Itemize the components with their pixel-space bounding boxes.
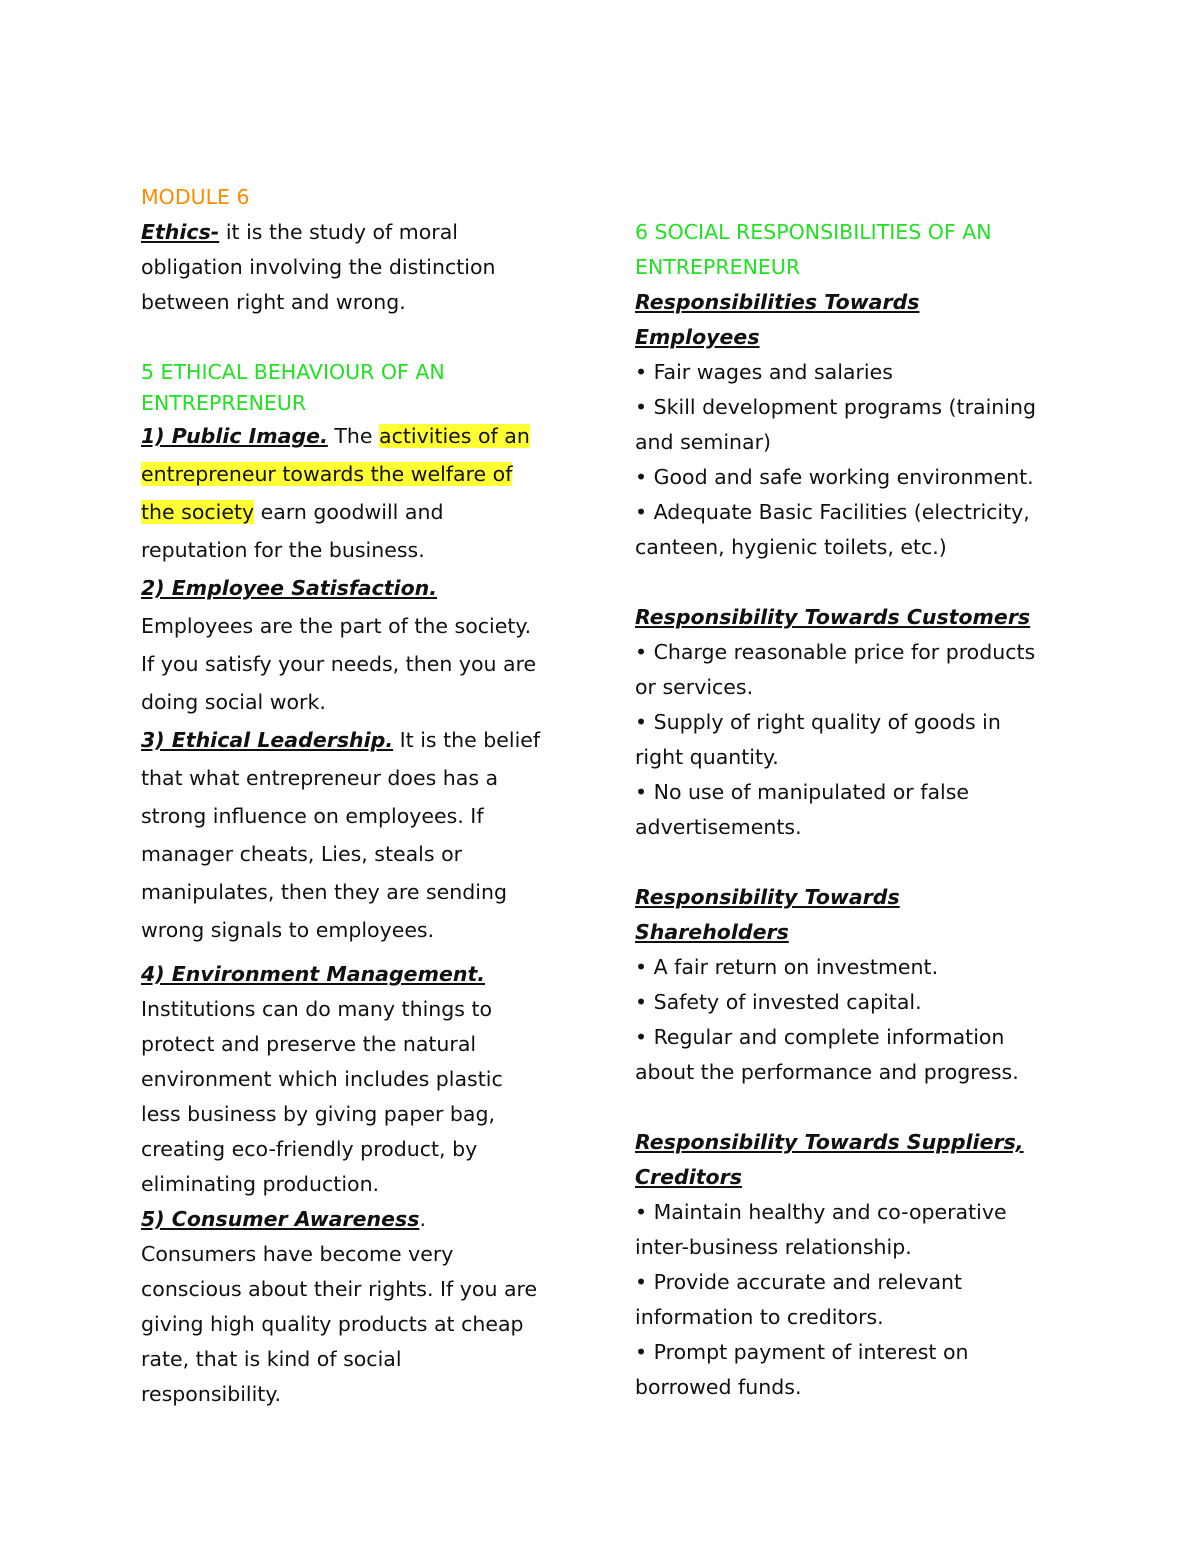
customers-bullet-cont: or services. (635, 675, 754, 699)
ethical-behaviour-heading: 5 ETHICAL BEHAVIOUR OF AN (141, 360, 445, 384)
ethics-def-text: it is the study of moral (219, 220, 458, 244)
item1-highlight: entrepreneur towards the welfare of (141, 462, 513, 486)
item4-line: less business by giving paper bag, (141, 1102, 496, 1126)
item5-line: responsibility. (141, 1382, 282, 1406)
employees-title: Responsibilities Towards (635, 290, 920, 314)
shareholders-title: Responsibility Towards (635, 885, 900, 909)
employees-bullet: • Adequate Basic Facilities (electricity, (635, 500, 1030, 524)
item4-line: Institutions can do many things to (141, 997, 493, 1021)
item5-title: 5) Consumer Awareness (141, 1207, 420, 1231)
item4-line: eliminating production. (141, 1172, 380, 1196)
item5-title-line (141, 1202, 581, 1237)
shareholders-bullet: • Safety of invested capital. (635, 990, 922, 1014)
item2-title-line (141, 569, 581, 607)
customers-title-line (635, 600, 1075, 635)
item2-line: doing social work. (141, 690, 326, 714)
item2-title: 2) Employee Satisfaction. (141, 576, 438, 600)
ethics-definition (141, 215, 581, 250)
left-column (141, 180, 581, 1412)
customers-bullet: • No use of manipulated or false (635, 780, 969, 804)
item3-line (141, 721, 581, 759)
suppliers-bullet: • Maintain healthy and co-operative (635, 1200, 1007, 1224)
item4-title: 4) Environment Management. (141, 962, 486, 986)
suppliers-bullet: • Provide accurate and relevant (635, 1270, 963, 1294)
item1-text: The (327, 424, 380, 448)
item3-title: 3) Ethical Leadership. (141, 728, 394, 752)
item5-dot: . (419, 1207, 426, 1231)
item1-highlight: the society (141, 500, 255, 524)
shareholders-bullet: • Regular and complete information (635, 1025, 1005, 1049)
customers-bullet: • Charge reasonable price for products (635, 640, 1036, 664)
suppliers-bullet-cont: information to creditors. (635, 1305, 884, 1329)
suppliers-bullet-cont: inter-business relationship. (635, 1235, 912, 1259)
shareholders-bullet: • A fair return on investment. (635, 955, 939, 979)
employees-bullet-cont: canteen, hygienic toilets, etc.) (635, 535, 947, 559)
item5-line: Consumers have become very (141, 1242, 454, 1266)
customers-bullet-cont: right quantity. (635, 745, 779, 769)
item3-line: manipulates, then they are sending (141, 880, 507, 904)
suppliers-title: Responsibility Towards Suppliers, (635, 1130, 1024, 1154)
item1-highlight: activities of an (379, 424, 530, 448)
employees-title-line (635, 285, 1075, 320)
employees-bullet: • Good and safe working environment. (635, 465, 1034, 489)
item1-line (141, 417, 581, 455)
item5-line: rate, that is kind of social (141, 1347, 402, 1371)
item1-title: 1) Public Image. (141, 424, 328, 448)
suppliers-title-line (635, 1160, 1075, 1195)
item2-line: If you satisfy your needs, then you are (141, 652, 537, 676)
suppliers-bullet: • Prompt payment of interest on (635, 1340, 969, 1364)
employees-title-line (635, 320, 1075, 355)
employees-bullet: • Skill development programs (training (635, 395, 1036, 419)
module-title: MODULE 6 (141, 185, 250, 209)
item2-line: Employees are the part of the society. (141, 614, 532, 638)
item3-line: manager cheats, Lies, steals or (141, 842, 463, 866)
suppliers-bullet-cont: borrowed funds. (635, 1375, 802, 1399)
item3-line: that what entrepreneur does has a (141, 766, 499, 790)
employees-bullet: • Fair wages and salaries (635, 360, 893, 384)
item4-line: protect and preserve the natural (141, 1032, 477, 1056)
customers-title: Responsibility Towards Customers (635, 605, 1031, 629)
right-column (635, 215, 1075, 1405)
customers-bullet: • Supply of right quality of goods in (635, 710, 1001, 734)
suppliers-title-line (635, 1125, 1075, 1160)
customers-bullet-cont: advertisements. (635, 815, 802, 839)
employees-bullet-cont: and seminar) (635, 430, 772, 454)
item4-title-line (141, 957, 581, 992)
ethics-def-line: between right and wrong. (141, 290, 406, 314)
item4-line: environment which includes plastic (141, 1067, 503, 1091)
ethical-behaviour-heading-cont: ENTREPRENEUR (141, 391, 307, 415)
item1-line (141, 455, 581, 493)
item3-text: It is the belief (393, 728, 541, 752)
item5-line: giving high quality products at cheap (141, 1312, 524, 1336)
social-resp-heading-cont: ENTREPRENEUR (635, 255, 801, 279)
item1-line: reputation for the business. (141, 538, 425, 562)
social-resp-heading: 6 SOCIAL RESPONSIBILITIES OF AN (635, 220, 992, 244)
ethics-def-line: obligation involving the distinction (141, 255, 496, 279)
shareholders-bullet-cont: about the performance and progress. (635, 1060, 1019, 1084)
shareholders-title-cont: Shareholders (635, 920, 789, 944)
suppliers-title-cont: Creditors (635, 1165, 742, 1189)
ethics-term: Ethics- (141, 220, 220, 244)
shareholders-title-line (635, 880, 1075, 915)
item1-line (141, 493, 581, 531)
item3-line: wrong signals to employees. (141, 918, 435, 942)
item4-line: creating eco-friendly product, by (141, 1137, 478, 1161)
item3-line: strong influence on employees. If (141, 804, 484, 828)
item1-text: earn goodwill and (254, 500, 444, 524)
employees-title-cont: Employees (635, 325, 760, 349)
item5-line: conscious about their rights. If you are (141, 1277, 538, 1301)
shareholders-title-line (635, 915, 1075, 950)
